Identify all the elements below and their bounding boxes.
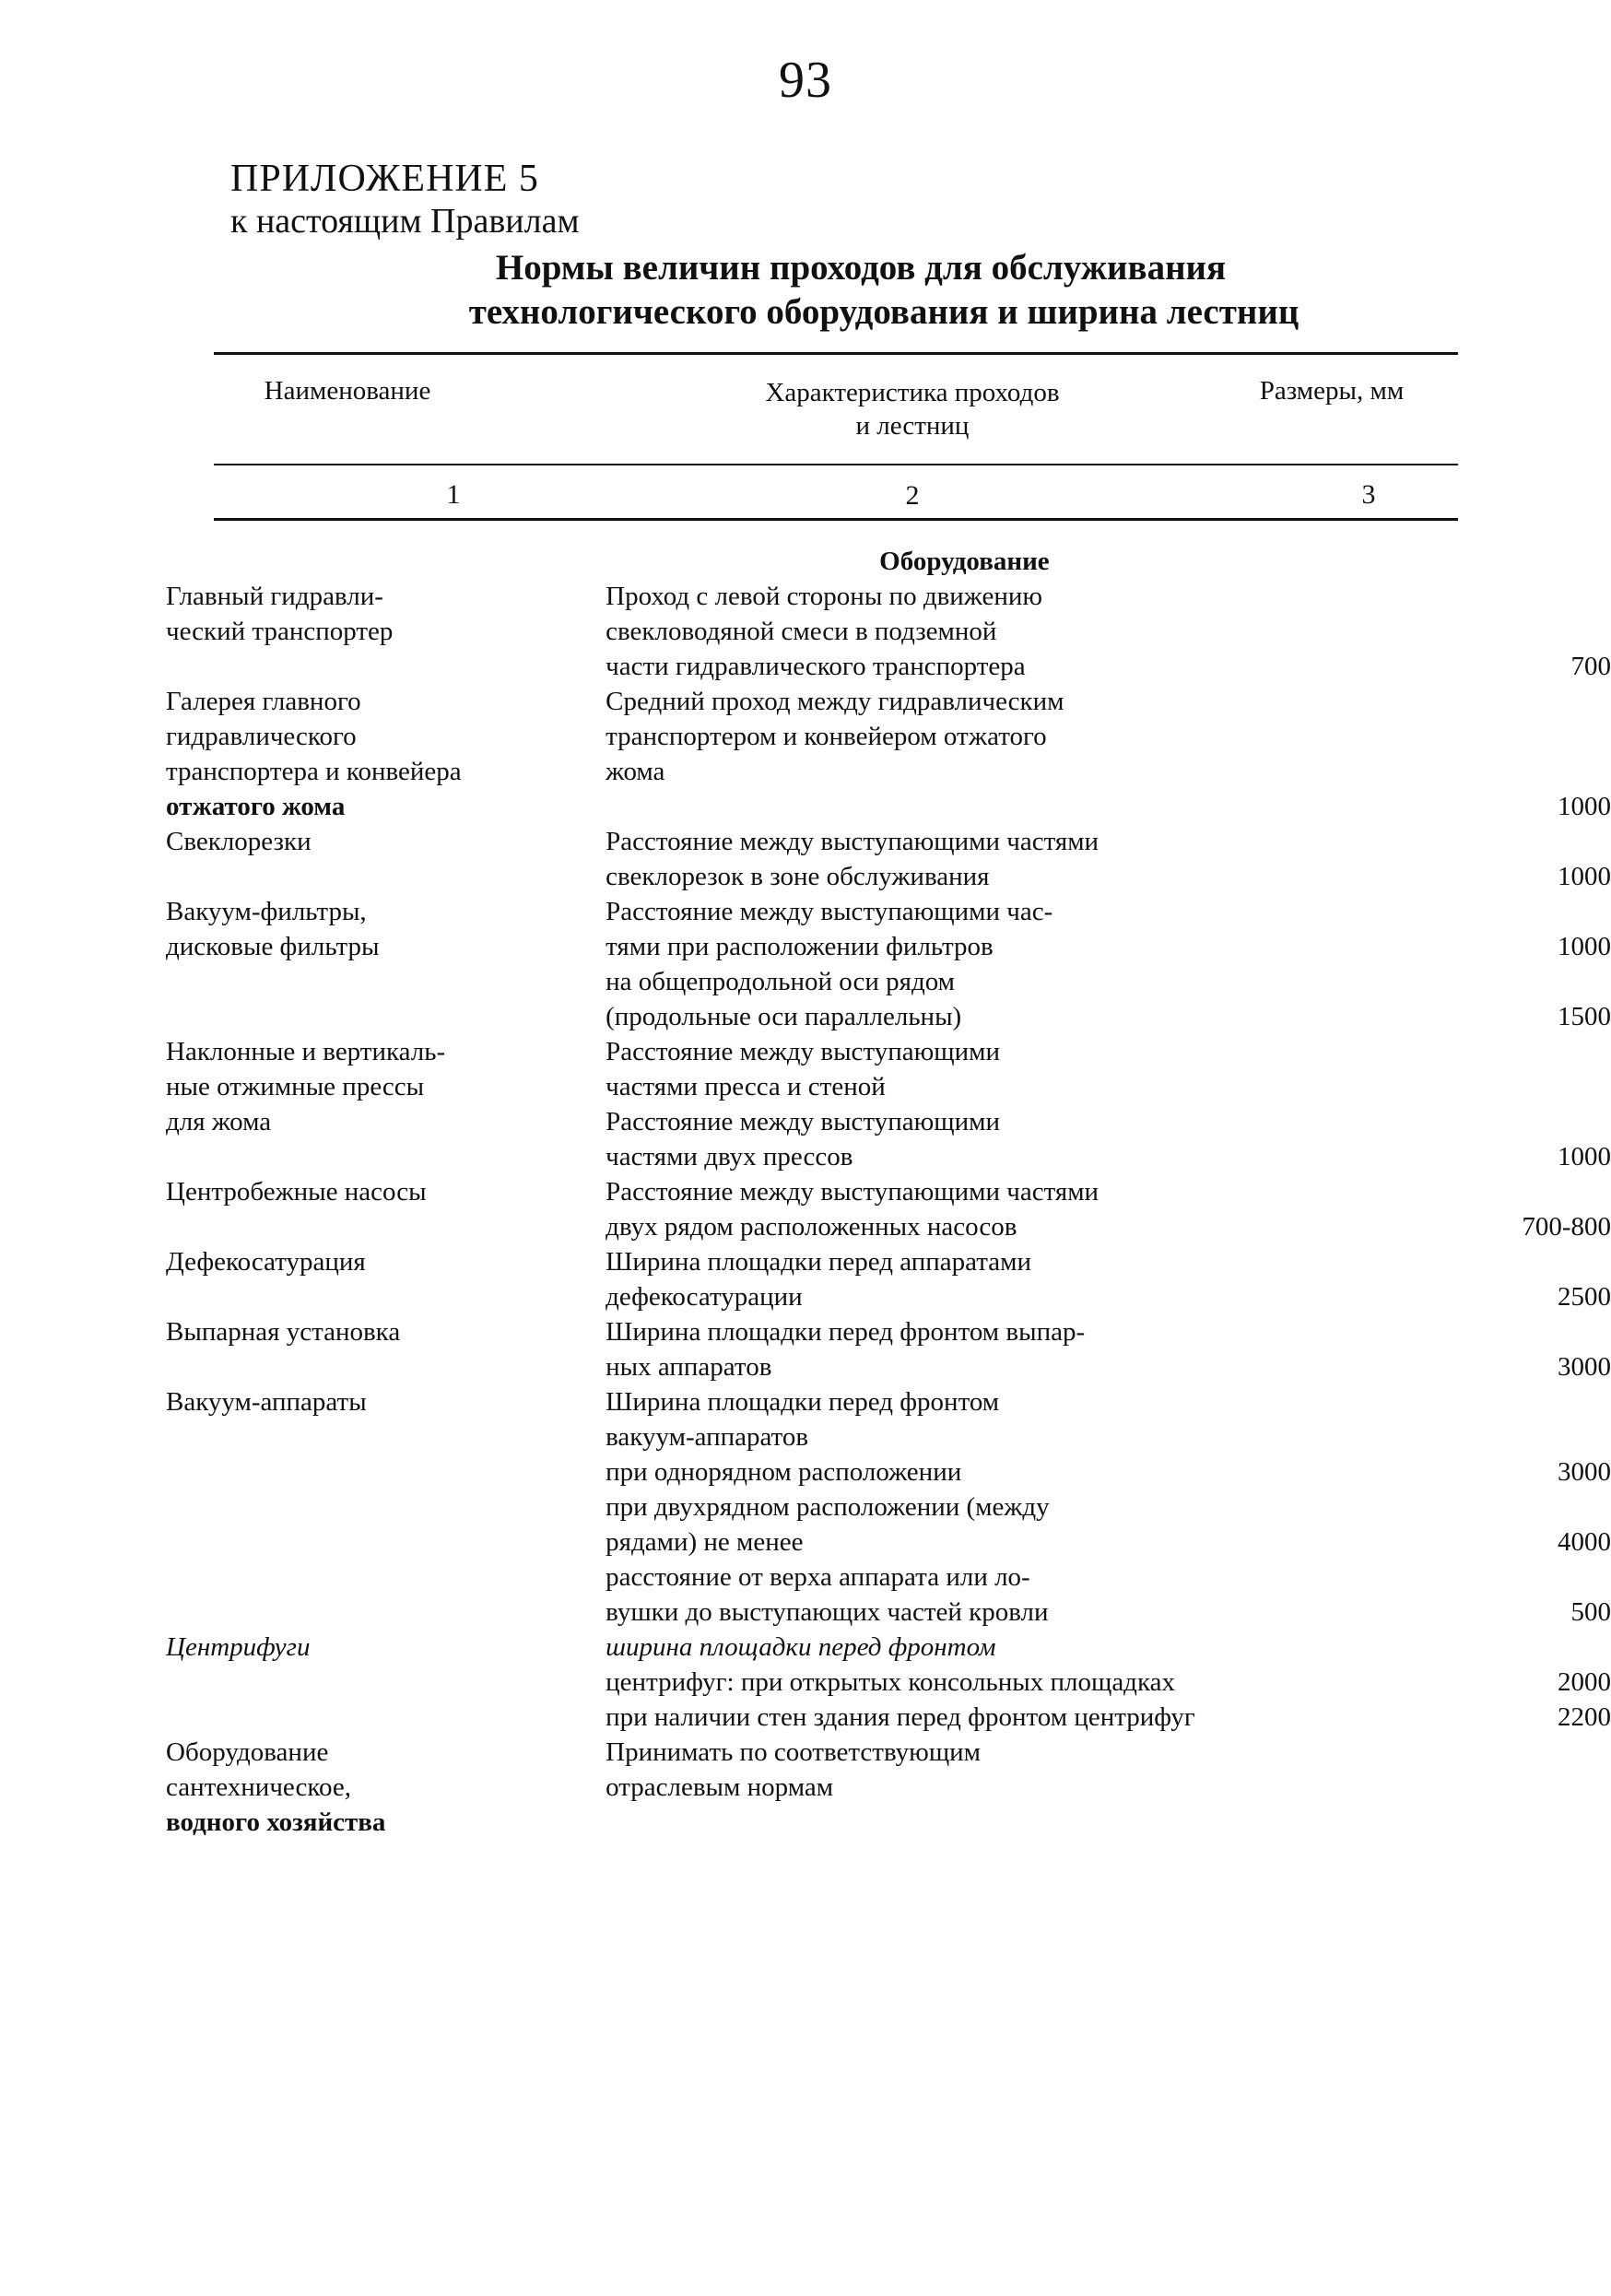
equipment-name-line: гидравлического	[166, 722, 357, 751]
equipment-name-line: Дефекосатурация	[166, 1247, 366, 1277]
equipment-name-line: Центрифуги	[166, 1632, 311, 1662]
equipment-name-line	[166, 1279, 606, 1314]
size-value	[1323, 1069, 1611, 1104]
size-value	[1323, 1244, 1611, 1279]
size-value: 1500	[1558, 1002, 1611, 1031]
size-value	[1323, 754, 1611, 789]
document-title-line-2: технологического оборудования и ширина лестниц	[468, 292, 1299, 332]
size-value	[1323, 1384, 1611, 1419]
characteristic-line: расстояние от верха аппарата или ло-	[606, 1562, 1030, 1592]
size-value: 700	[1570, 652, 1611, 681]
equipment-name-line: Вакуум-аппараты	[166, 1387, 367, 1417]
characteristic-line: Расстояние между выступающими	[606, 1107, 1000, 1136]
size-value: 1000	[1558, 792, 1611, 821]
size-value	[1323, 1489, 1611, 1525]
characteristic-line: Расстояние между выступающими	[606, 1037, 1000, 1066]
size-value: 500	[1570, 1597, 1611, 1627]
equipment-name-line	[166, 1525, 606, 1560]
equipment-name-line	[166, 964, 606, 999]
characteristic-line: при однорядном расположении	[606, 1457, 962, 1487]
equipment-name-line: водного хозяйства	[166, 1807, 386, 1837]
characteristic-line: на общепродольной оси рядом	[606, 967, 956, 996]
size-value	[1323, 824, 1611, 859]
equipment-name-line: Галерея главного	[166, 687, 361, 716]
characteristic-line: Расстояние между выступающими час-	[606, 897, 1053, 926]
equipment-name-line	[166, 1489, 606, 1525]
equipment-name-line	[166, 1454, 606, 1489]
size-value: 2000	[1558, 1667, 1611, 1697]
equipment-name-line: Выпарная установка	[166, 1317, 401, 1347]
characteristic-line: Ширина площадки перед фронтом	[606, 1387, 1000, 1417]
page-number: 93	[779, 52, 832, 109]
column-header-size: Размеры, мм	[1259, 376, 1405, 406]
size-value	[1323, 894, 1611, 929]
equipment-name-line: Свеклорезки	[166, 827, 312, 856]
column-header-characteristic-line-1: Характеристика проходов	[765, 378, 1060, 407]
equipment-name-line	[166, 859, 606, 894]
size-value	[1323, 1735, 1611, 1770]
equipment-name-line: для жома	[166, 1107, 272, 1136]
characteristic-line: двух рядом расположенных насосов	[606, 1212, 1017, 1242]
equipment-name-line: отжатого жома	[166, 792, 346, 821]
size-value	[1323, 1314, 1611, 1349]
size-value	[1323, 1174, 1611, 1209]
table-row	[166, 1384, 1611, 1630]
equipment-name-line	[166, 1139, 606, 1174]
document-title-line-1: Нормы величин проходов для обслуживания	[495, 248, 1227, 288]
equipment-name-line	[166, 1349, 606, 1384]
size-value	[1323, 1419, 1611, 1454]
appendix-title: ПРИЛОЖЕНИЕ 5	[230, 158, 539, 200]
characteristic-line: свеклорезок в зоне обслуживания	[606, 862, 990, 891]
equipment-name-line: Центробежные насосы	[166, 1177, 427, 1207]
equipment-name-line	[166, 1560, 606, 1595]
size-value	[1323, 719, 1611, 754]
characteristic-line: при наличии стен здания перед фронтом центрифуг	[606, 1702, 1195, 1732]
equipment-name-line: Главный гидравли-	[166, 582, 383, 611]
equipment-name-line: Вакуум-фильтры,	[166, 897, 367, 926]
size-value	[1323, 1630, 1611, 1665]
characteristic-line	[606, 1805, 1323, 1840]
equipment-name-line	[166, 999, 606, 1034]
characteristic-line: транспортером и конвейером отжатого	[606, 722, 1047, 751]
table-row	[166, 1314, 1611, 1384]
characteristic-line: Расстояние между выступающими частями	[606, 1177, 1099, 1207]
numbers-rule	[214, 518, 1458, 521]
characteristic-line: ных аппаратов	[606, 1352, 772, 1382]
size-value	[1323, 579, 1611, 614]
table-row	[166, 1174, 1611, 1244]
size-value: 1000	[1558, 862, 1611, 891]
characteristic-line: ширина площадки перед фронтом	[606, 1632, 996, 1662]
characteristic-line: Ширина площадки перед фронтом выпар-	[606, 1317, 1086, 1347]
table-row	[166, 894, 1611, 1034]
size-value: 4000	[1558, 1527, 1611, 1557]
table-row	[166, 824, 1611, 894]
column-header-characteristic	[627, 376, 1198, 442]
equipment-name-line	[166, 1700, 606, 1735]
appendix-subtitle: к настоящим Правилам	[230, 202, 580, 241]
size-value: 3000	[1558, 1352, 1611, 1382]
column-number-1: 1	[446, 479, 461, 510]
characteristic-line: Принимать по соответствующим	[606, 1737, 982, 1767]
characteristic-line: центрифуг: при открытых консольных площадках	[606, 1667, 1175, 1697]
size-value: 3000	[1558, 1457, 1611, 1487]
equipment-name-line: сантехническое,	[166, 1772, 351, 1802]
table-row	[166, 1034, 1611, 1174]
characteristic-line: частями пресса и стеной	[606, 1072, 886, 1101]
characteristic-line: (продольные оси параллельны)	[606, 1002, 962, 1031]
size-value	[1323, 1805, 1611, 1840]
table-top-rule	[214, 352, 1458, 355]
table-row	[166, 579, 1611, 684]
norms-table	[166, 544, 1611, 1840]
characteristic-line: дефекосатурации	[606, 1282, 803, 1312]
equipment-name-line	[166, 1665, 606, 1700]
equipment-name-line: транспортера и конвейера	[166, 757, 462, 786]
characteristic-line: рядами) не менее	[606, 1527, 804, 1557]
section-title: Оборудование	[879, 547, 1050, 576]
table-row	[166, 1244, 1611, 1314]
equipment-name-line: Наклонные и вертикаль-	[166, 1037, 446, 1066]
equipment-name-line	[166, 1595, 606, 1630]
characteristic-line: вушки до выступающих частей кровли	[606, 1597, 1049, 1627]
characteristic-line	[606, 789, 1323, 824]
equipment-name-line: ные отжимные прессы	[166, 1072, 425, 1101]
table-row	[166, 684, 1611, 824]
equipment-name-line	[166, 1209, 606, 1244]
characteristic-line: жома	[606, 757, 665, 786]
equipment-name-line: Оборудование	[166, 1737, 329, 1767]
size-value: 1000	[1558, 932, 1611, 961]
characteristic-line: частями двух прессов	[606, 1142, 853, 1172]
size-value	[1323, 1034, 1611, 1069]
section-row	[166, 544, 1611, 579]
characteristic-line: части гидравлического транспортера	[606, 652, 1026, 681]
column-number-3: 3	[1361, 479, 1376, 510]
equipment-name-line: дисковые фильтры	[166, 932, 380, 961]
characteristic-line: отраслевым нормам	[606, 1772, 834, 1802]
column-number-2: 2	[905, 480, 920, 511]
equipment-name-line: ческий транспортер	[166, 617, 394, 646]
size-value	[1323, 684, 1611, 719]
equipment-name-line	[166, 1419, 606, 1454]
column-header-name: Наименование	[264, 376, 431, 406]
size-value	[1323, 1104, 1611, 1139]
column-header-characteristic-line-2: и лестниц	[855, 411, 970, 441]
table-row	[166, 1630, 1611, 1735]
equipment-name-line	[166, 649, 606, 684]
size-value	[1323, 964, 1611, 999]
characteristic-line: Средний проход между гидравлическим	[606, 687, 1064, 716]
size-value	[1323, 1770, 1611, 1805]
size-value: 1000	[1558, 1142, 1611, 1172]
characteristic-line: Ширина площадки перед аппаратами	[606, 1247, 1032, 1277]
size-value: 2500	[1558, 1282, 1611, 1312]
size-value	[1323, 614, 1611, 649]
characteristic-line: при двухрядном расположении (между	[606, 1492, 1050, 1522]
characteristic-line: свекловодяной смеси в подземной	[606, 617, 997, 646]
table-row	[166, 1735, 1611, 1840]
size-value	[1323, 1560, 1611, 1595]
size-value: 700-800	[1522, 1212, 1611, 1242]
size-value: 2200	[1558, 1702, 1611, 1732]
characteristic-line: вакуум-аппаратов	[606, 1422, 809, 1452]
header-rule	[214, 464, 1458, 465]
characteristic-line: тями при расположении фильтров	[606, 932, 994, 961]
characteristic-line: Расстояние между выступающими частями	[606, 827, 1099, 856]
characteristic-line: Проход с левой стороны по движению	[606, 582, 1043, 611]
